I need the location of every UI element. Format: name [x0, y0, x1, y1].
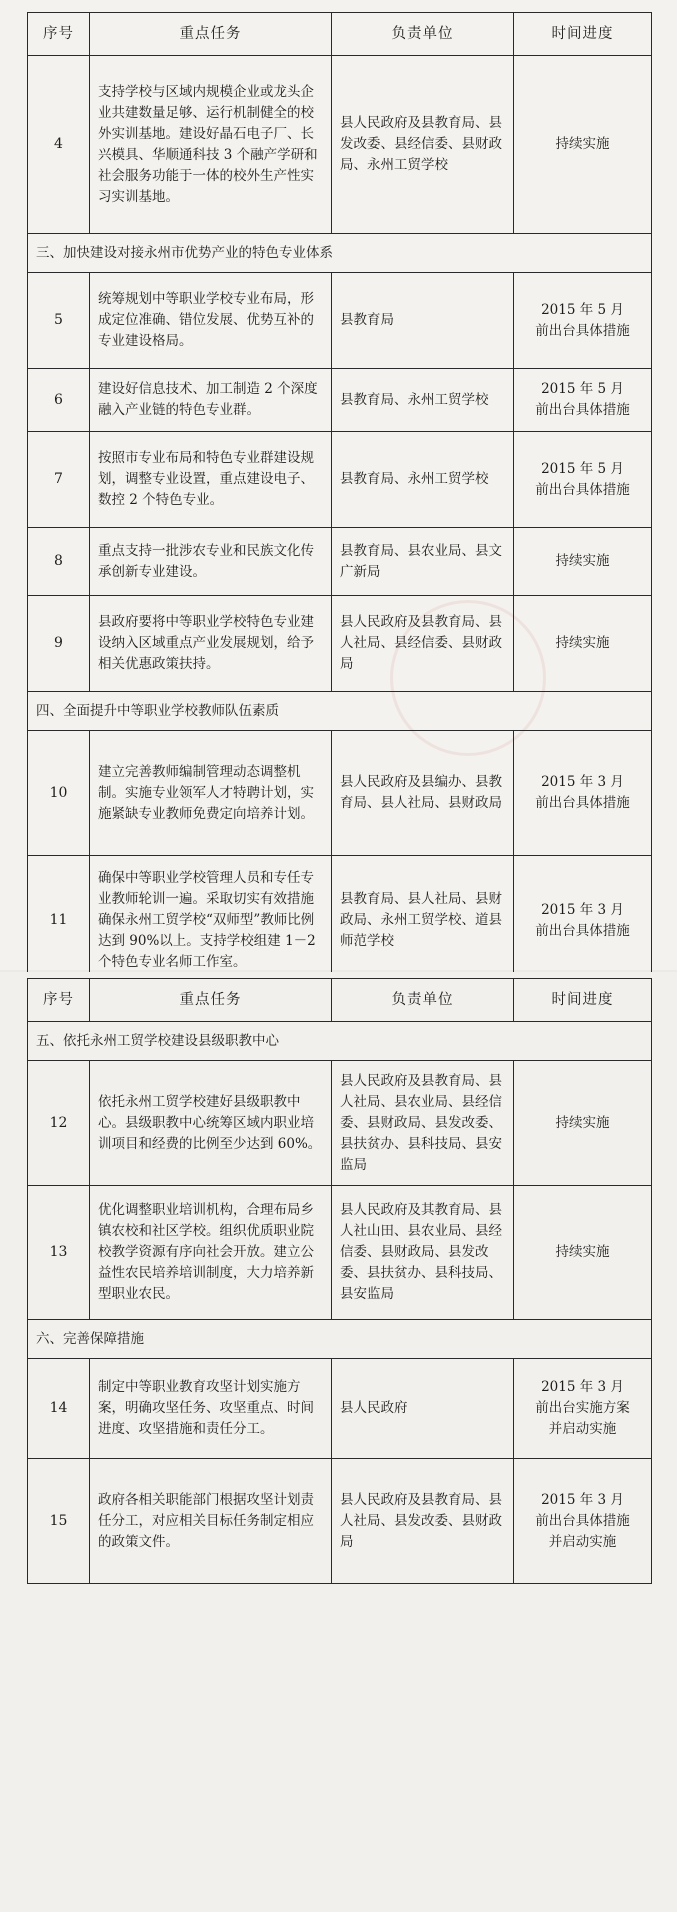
- row-number: 5: [28, 273, 90, 369]
- row-time-line: 2015 年 3 月: [541, 774, 624, 790]
- table-row: [28, 731, 652, 856]
- document-page-2: [0, 972, 677, 1912]
- row-unit: 县人民政府及县教育局、县人社局、县经信委、县财政局: [332, 596, 514, 692]
- header-time: 时间进度: [514, 979, 652, 1022]
- row-time-line: 前出台具体措施: [535, 402, 630, 418]
- row-time: [514, 1459, 652, 1584]
- table-header-row: [28, 13, 652, 56]
- row-time-line: 并启动实施: [548, 1533, 617, 1550]
- row-time-line: 持续实施: [555, 136, 610, 152]
- row-number: 8: [28, 528, 90, 596]
- section-header-row: [28, 234, 652, 273]
- row-time-line: 持续实施: [555, 635, 610, 651]
- row-unit: 县教育局: [332, 273, 514, 369]
- row-time: [514, 1359, 652, 1459]
- row-task: 建设好信息技术、加工制造 2 个深度融入产业链的特色专业群。: [90, 369, 332, 432]
- row-unit: 县人民政府及县编办、县教育局、县人社局、县财政局: [332, 731, 514, 856]
- row-number: 11: [28, 856, 90, 986]
- row-number: 7: [28, 432, 90, 528]
- row-unit: 县人民政府: [332, 1359, 514, 1459]
- section-title: 六、完善保障措施: [28, 1320, 652, 1359]
- row-unit: 县人民政府及其教育局、县人社山田、县农业局、县经信委、县财政局、县发改委、县扶贫办、县科技局、县安监局: [332, 1186, 514, 1320]
- row-task: 制定中等职业教育攻坚计划实施方案，明确攻坚任务、攻坚重点、时间进度、攻坚措施和责任分工。: [90, 1359, 332, 1459]
- section-title: 四、全面提升中等职业学校教师队伍素质: [28, 692, 652, 731]
- task-table-2: [27, 978, 652, 1584]
- row-time-line: 2015 年 3 月: [541, 1379, 624, 1395]
- row-time-line: 2015 年 3 月: [541, 901, 624, 918]
- row-task: 县政府要将中等职业学校特色专业建设纳入区域重点产业发展规划，给予相关优惠政策扶持。: [90, 596, 332, 692]
- row-time: [514, 856, 652, 986]
- task-table-1-body: [28, 56, 652, 986]
- row-unit: 县教育局、县人社局、县财政局、永州工贸学校、道县师范学校: [332, 856, 514, 986]
- section-header-row: [28, 1320, 652, 1359]
- row-unit: 县教育局、县农业局、县文广新局: [332, 528, 514, 596]
- row-number: 9: [28, 596, 90, 692]
- section-title: 五、依托永州工贸学校建设县级职教中心: [28, 1022, 652, 1061]
- row-task: 重点支持一批涉农专业和民族文化传承创新专业建设。: [90, 528, 332, 596]
- table-row: [28, 56, 652, 234]
- table-row: [28, 856, 652, 986]
- header-unit: 负责单位: [332, 979, 514, 1022]
- row-number: 15: [28, 1459, 90, 1584]
- row-time: [514, 369, 652, 432]
- row-time-line: 2015 年 5 月: [541, 460, 624, 477]
- task-table-1-wrapper: [27, 12, 651, 986]
- row-time-line: 2015 年 5 月: [541, 381, 624, 397]
- row-time-line: 2015 年 5 月: [541, 301, 624, 318]
- row-task: 优化调整职业培训机构，合理布局乡镇农校和社区学校。组织优质职业院校教学资源有序向社会开放。建立公益性农民培养培训制度，大力培养新型职业农民。: [90, 1186, 332, 1320]
- row-time-line: 持续实施: [555, 1244, 610, 1260]
- table-row: [28, 432, 652, 528]
- row-task: 建立完善教师编制管理动态调整机制。实施专业领军人才特聘计划，实施紧缺专业教师免费定向培养计划。: [90, 731, 332, 856]
- row-number: 10: [28, 731, 90, 856]
- section-title: 三、加快建设对接永州市优势产业的特色专业体系: [28, 234, 652, 273]
- table-row: [28, 528, 652, 596]
- row-time-line: 持续实施: [555, 1114, 610, 1131]
- row-task: 依托永州工贸学校建好县级职教中心。县级职教中心统筹区域内职业培训项目和经费的比例至少达到 60%。: [90, 1061, 332, 1186]
- row-number: 6: [28, 369, 90, 432]
- row-time: [514, 56, 652, 234]
- table-row: [28, 1061, 652, 1186]
- table-row: [28, 369, 652, 432]
- section-header-row: [28, 1022, 652, 1061]
- row-task: 政府各相关职能部门根据攻坚计划责任分工，对应相关目标任务制定相应的政策文件。: [90, 1459, 332, 1584]
- task-table-2-body: [28, 1022, 652, 1584]
- row-number: 13: [28, 1186, 90, 1320]
- table-row: [28, 596, 652, 692]
- header-no: 序号: [28, 979, 90, 1022]
- row-time: [514, 528, 652, 596]
- row-task: 支持学校与区域内规模企业或龙头企业共建数量足够、运行机制健全的校外实训基地。建设好晶石电子厂、长兴模具、华顺通科技 3 个融产学研和社会服务功能于一体的校外生产性实习实训基地。: [90, 56, 332, 234]
- row-time-line: 并启动实施: [548, 1421, 617, 1437]
- row-number: 14: [28, 1359, 90, 1459]
- row-unit: 县人民政府及县教育局、县人社局、县农业局、县经信委、县财政局、县发改委、县扶贫办、县科技局、县安监局: [332, 1061, 514, 1186]
- header-time: 时间进度: [514, 13, 652, 56]
- section-header-row: [28, 692, 652, 731]
- row-unit: 县教育局、永州工贸学校: [332, 432, 514, 528]
- row-number: 12: [28, 1061, 90, 1186]
- header-unit: 负责单位: [332, 13, 514, 56]
- row-time-line: 前出台具体措施: [535, 481, 630, 498]
- row-unit: 县人民政府及县教育局、县人社局、县发改委、县财政局: [332, 1459, 514, 1584]
- task-table-2-wrapper: [27, 978, 651, 1584]
- row-task: 按照市专业布局和特色专业群建设规划，调整专业设置，重点建设电子、数控 2 个特色专业。: [90, 432, 332, 528]
- table-row: [28, 273, 652, 369]
- task-table-1: [27, 12, 652, 986]
- header-task: 重点任务: [90, 979, 332, 1022]
- row-number: 4: [28, 56, 90, 234]
- row-time: [514, 596, 652, 692]
- row-time: [514, 1061, 652, 1186]
- table-row: [28, 1459, 652, 1584]
- row-time-line: 2015 年 3 月: [541, 1491, 624, 1508]
- row-time-line: 持续实施: [555, 553, 610, 569]
- row-time-line: 前出台实施方案: [535, 1400, 630, 1416]
- row-time: [514, 1186, 652, 1320]
- row-time: [514, 731, 652, 856]
- row-time-line: 前出台具体措施: [535, 922, 630, 939]
- header-no: 序号: [28, 13, 90, 56]
- row-unit: 县教育局、永州工贸学校: [332, 369, 514, 432]
- row-time-line: 前出台具体措施: [535, 322, 630, 339]
- header-task: 重点任务: [90, 13, 332, 56]
- table-row: [28, 1359, 652, 1459]
- row-time-line: 前出台具体措施: [535, 795, 630, 811]
- row-time: [514, 273, 652, 369]
- row-time-line: 前出台具体措施: [535, 1512, 630, 1529]
- row-task: 确保中等职业学校管理人员和专任专业教师轮训一遍。采取切实有效措施确保永州工贸学校“双师型”教师比例达到 90%以上。支持学校组建 1－2 个特色专业名师工作室。: [90, 856, 332, 986]
- table-header-row: [28, 979, 652, 1022]
- table-row: [28, 1186, 652, 1320]
- row-unit: 县人民政府及县教育局、县发改委、县经信委、县财政局、永州工贸学校: [332, 56, 514, 234]
- row-time: [514, 432, 652, 528]
- row-task: 统筹规划中等职业学校专业布局，形成定位准确、错位发展、优势互补的专业建设格局。: [90, 273, 332, 369]
